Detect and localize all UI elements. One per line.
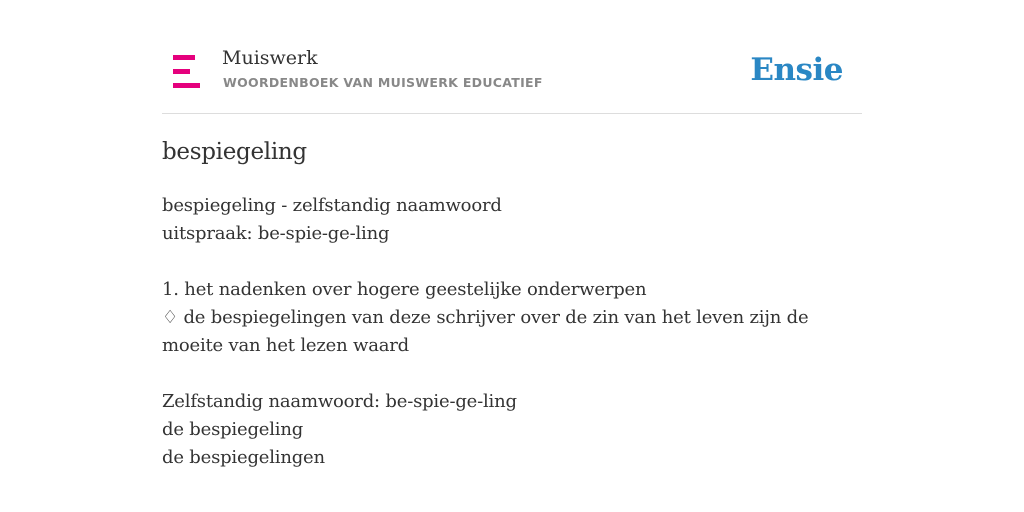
- entry-content: [162, 136, 862, 472]
- entry-line: uitspraak: be-spie-ge-ling: [162, 223, 390, 244]
- entry-line: de bespiegelingen: [162, 447, 325, 468]
- entry-line: [162, 248, 862, 276]
- logo-bar-top: [173, 55, 195, 60]
- entry-line: 1. het nadenken over hogere geestelijke onderwerpen: [162, 279, 647, 300]
- logo-bar-middle: [173, 69, 190, 74]
- ensie-logo[interactable]: Ensie: [750, 52, 843, 88]
- muiswerk-logo-icon[interactable]: [173, 55, 200, 88]
- logo-bar-bottom: [173, 83, 200, 88]
- entry-line: ♢ de bespiegelingen van deze schrijver over de zin van het leven zijn de moeite van het lezen waard: [162, 307, 809, 356]
- entry-body: [162, 192, 862, 472]
- page-title: bespiegeling: [162, 139, 307, 165]
- entry-line: de bespiegeling: [162, 419, 304, 440]
- brand-name[interactable]: Muiswerk: [222, 47, 318, 69]
- entry-line: bespiegeling - zelfstandig naamwoord: [162, 195, 502, 216]
- entry-line: Zelfstandig naamwoord: be-spie-ge-ling: [162, 391, 517, 412]
- brand-subtitle: WOORDENBOEK VAN MUISWERK EDUCATIEF: [223, 75, 543, 90]
- entry-line: [162, 360, 862, 388]
- header: [162, 0, 862, 114]
